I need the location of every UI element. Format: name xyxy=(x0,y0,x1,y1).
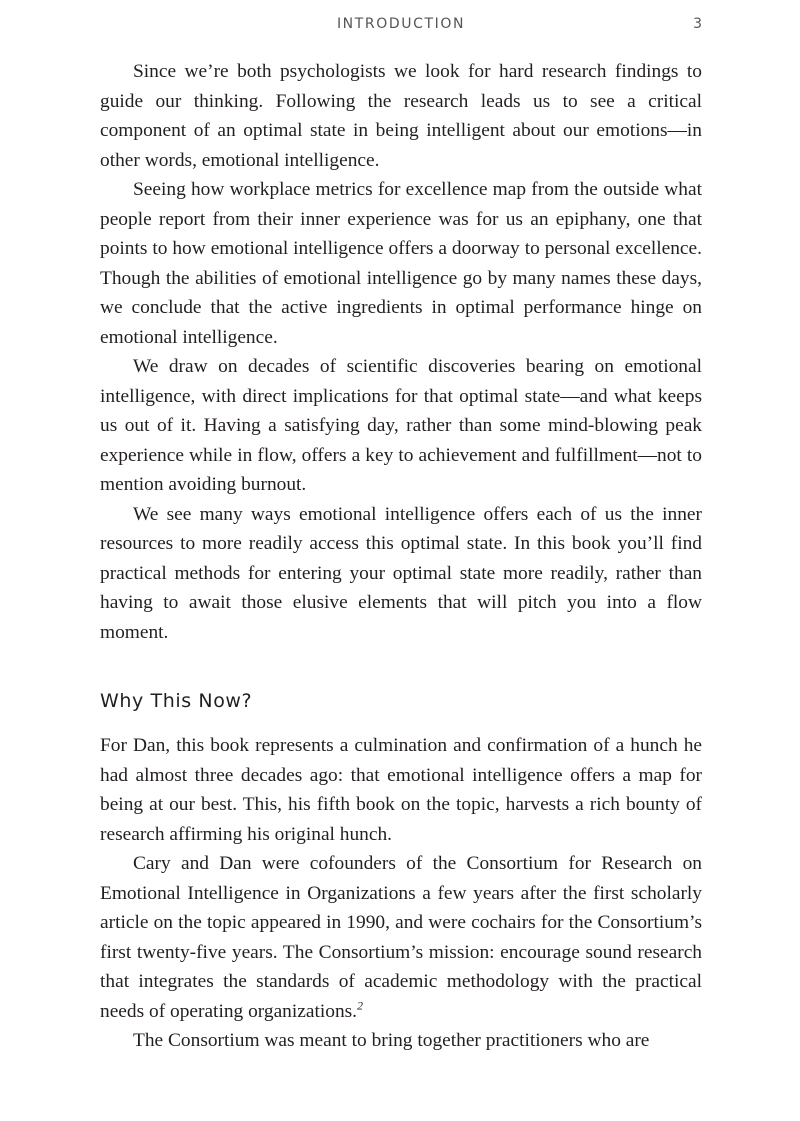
running-head xyxy=(100,16,702,36)
paragraph: The Consortium was meant to bring together practitioners who are xyxy=(133,1030,650,1051)
page-body xyxy=(100,57,702,1056)
paragraph: We see many ways emotional intelligence offers each of us the inner resources to more readily access this optimal state. In this book you’ll find practical methods for entering your optimal state more readily, rather than having to await those elusive elements that will pitch you into a flow moment. xyxy=(100,503,702,643)
paragraph: Since we’re both psychologists we look for hard research findings to guide our thinking. Following the research leads us to see a critical component of an optimal state in being intelligent about our emotions—in other words, emotional intelligence. xyxy=(100,61,702,171)
footnote-reference[interactable]: 2 xyxy=(357,998,364,1013)
paragraph: We draw on decades of scientific discoveries bearing on emotional intelligence, with direct implications for that optimal state—and what keeps us out of it. Having a satisfying day, rather than some mind-blowing peak experience while in flow, offers a key to achievement and fulfillment—not to mention avoiding burnout. xyxy=(100,356,702,495)
paragraph-text: Cary and Dan were cofounders of the Consortium for Research on Emotional Intelligence in Organizations a few years after the first scholarly article on the topic appeared in 1990, and were cochairs for the Consortium’s first twenty-five years. The Consortium’s mission: encourage sound research that integrates the standards of academic methodology with the practical needs of operating organizations. xyxy=(100,853,702,1022)
page-number: 3 xyxy=(693,16,702,32)
paragraph-with-note xyxy=(100,849,702,1026)
paragraph: Seeing how workplace metrics for excellence map from the outside what people report from their inner experience was for us an epiphany, one that points to how emotional intelligence offers a doorway to personal excellence. Though the abilities of emotional intelligence go by many names these days, we conclude that the active ingredients in optimal performance hinge on emotional intelligence. xyxy=(100,179,702,348)
paragraph: For Dan, this book represents a culmination and confirmation of a hunch he had almost three decades ago: that emotional intelligence offers a map for being at our best. This, his fifth book on the topic, harvests a rich bounty of research affirming his original hunch. xyxy=(100,735,702,845)
section-heading: Why This Now? xyxy=(100,690,253,712)
running-title: INTRODUCTION xyxy=(336,16,466,32)
